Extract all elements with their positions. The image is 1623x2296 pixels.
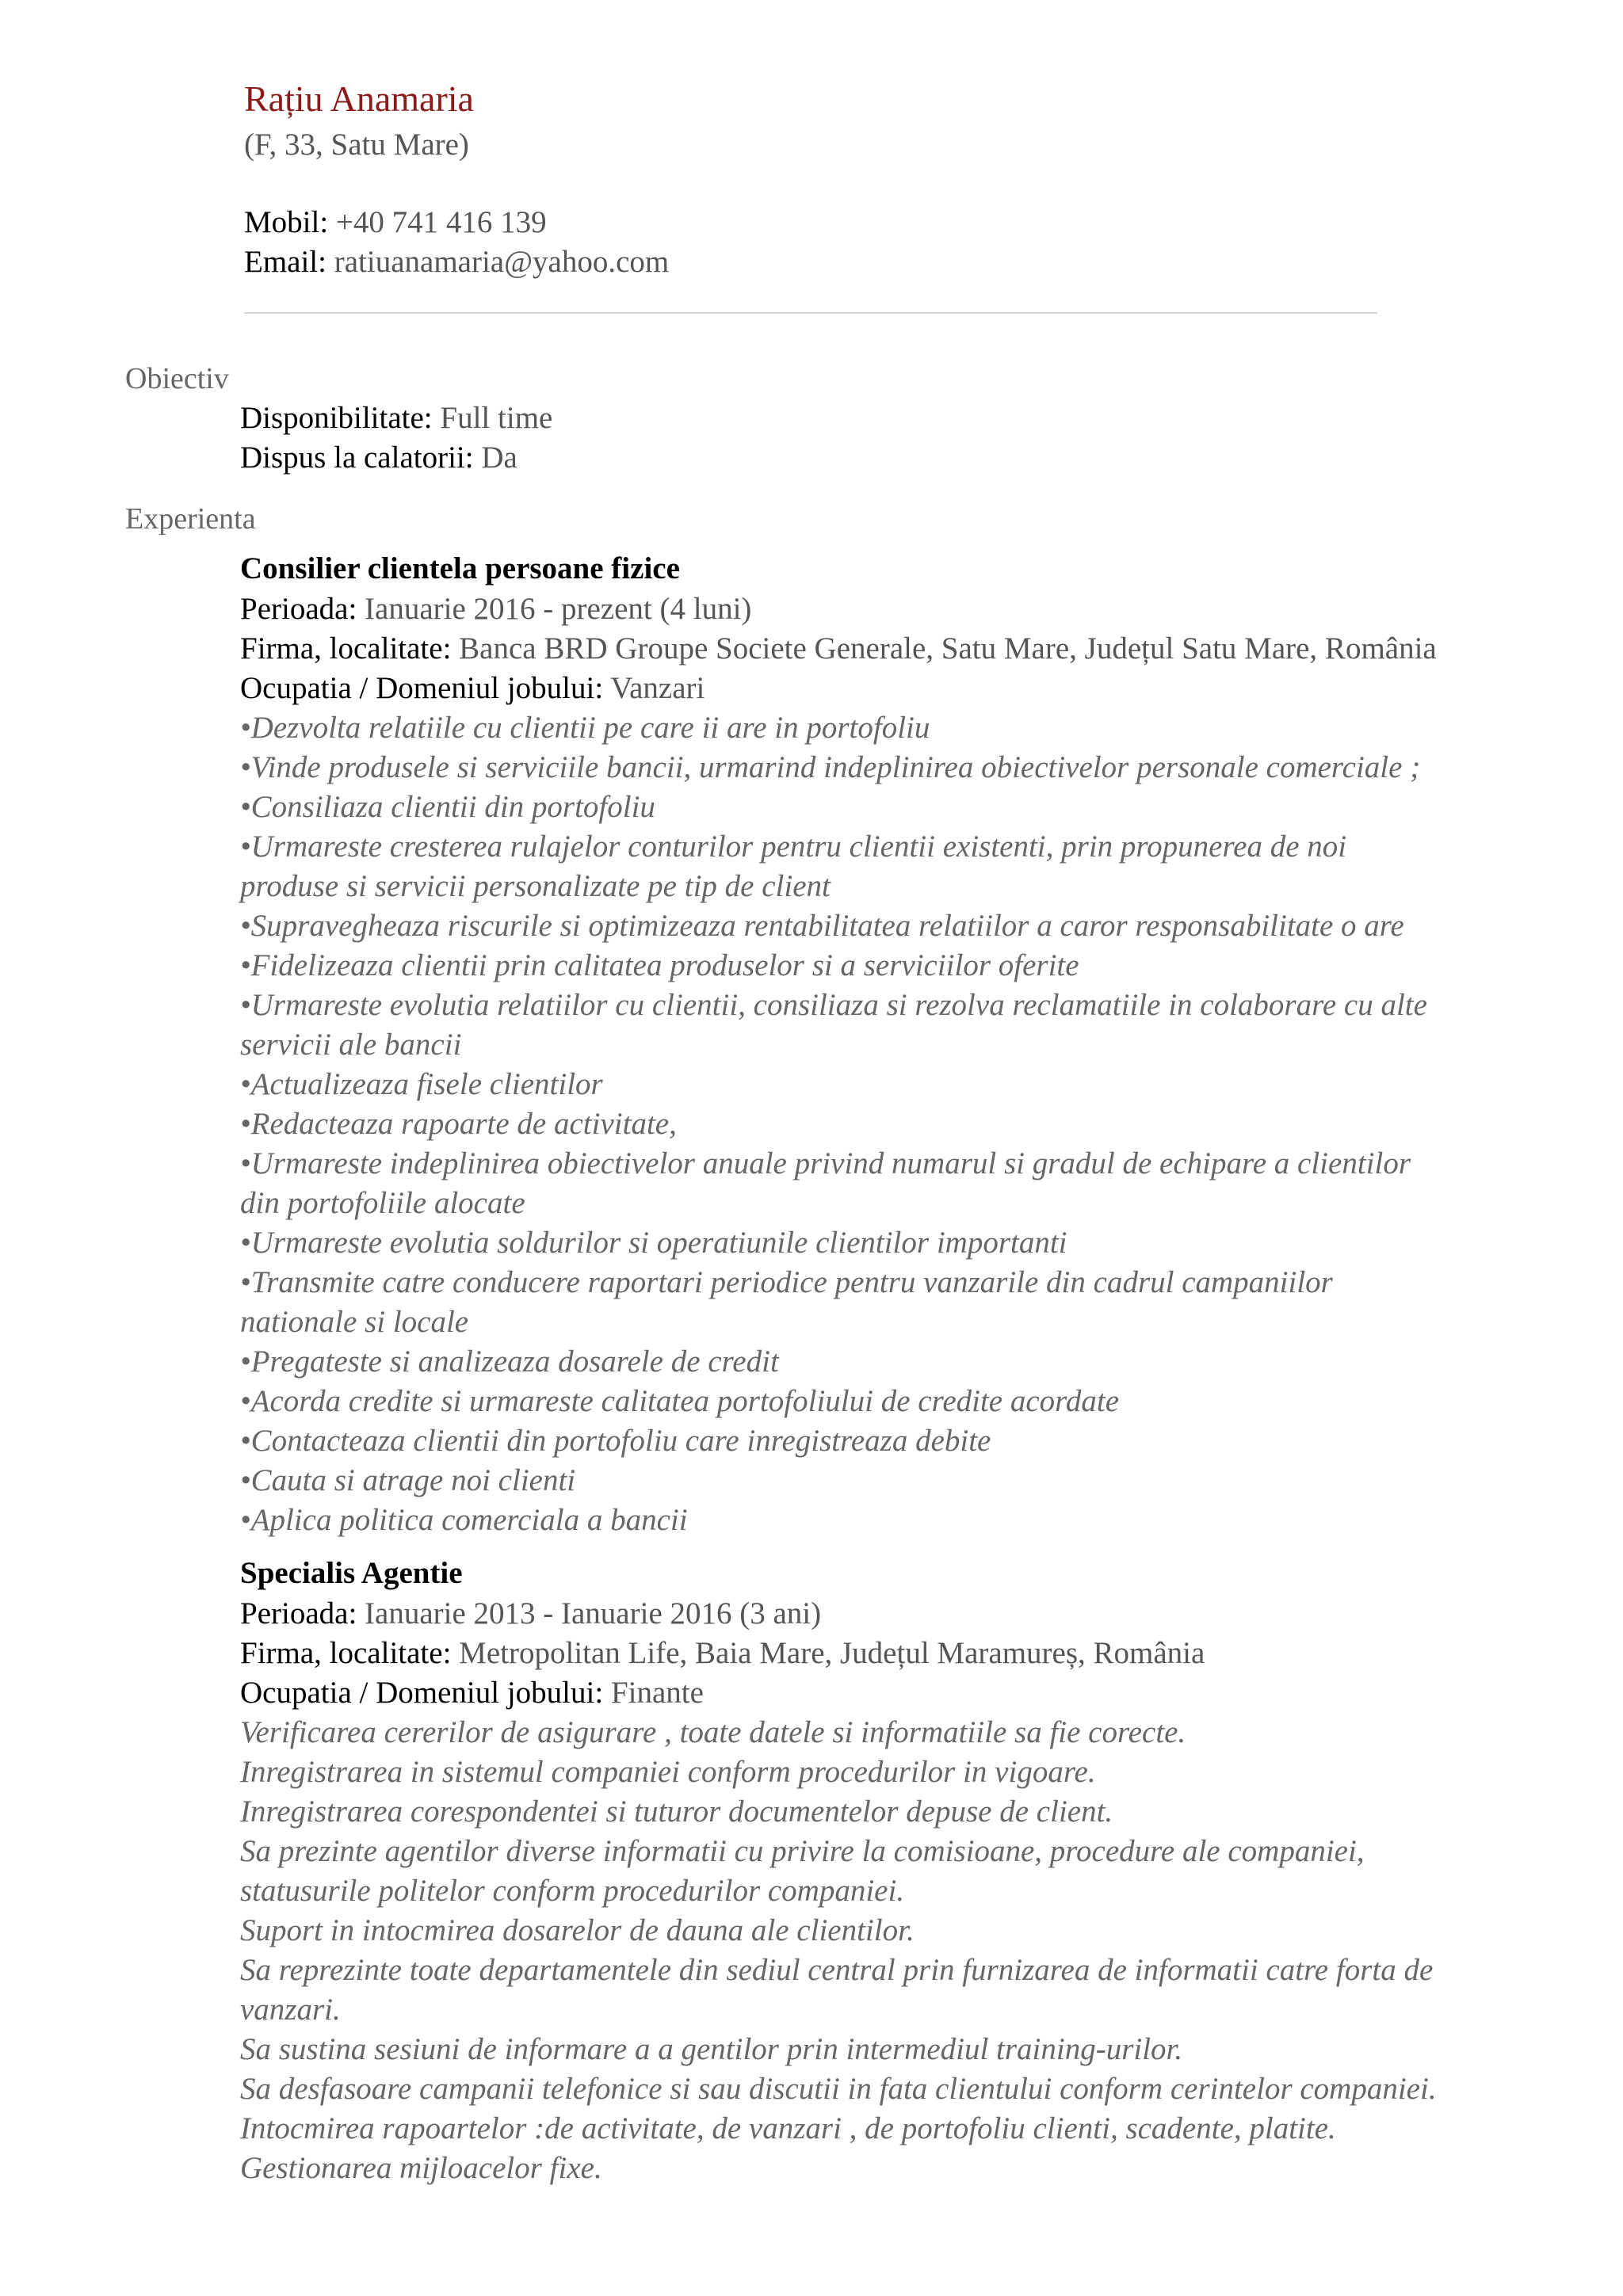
duty-line: •Urmareste cresterea rulajelor conturilor pentru clientii existenti, prin propunerea de noi [240, 830, 1347, 864]
duty-line: •Supravegheaza riscurile si optimizeaza rentabilitatea relatiilor a caror responsabilitate o are [240, 909, 1404, 943]
job-2 [240, 1553, 1524, 2188]
duty-line: •Acorda credite si urmareste calitatea portofoliului de credite acordate [240, 1384, 1120, 1418]
duty-line: Sa reprezinte toate departamentele din sediul central prin furnizarea de informatii catre forta de [240, 1953, 1434, 1987]
mobile-label: Mobil: [244, 205, 329, 239]
duty-line: •Aplica politica comerciala a bancii [240, 1503, 688, 1537]
job-company-value: Metropolitan Life, Baia Mare, Județul Maramureș, România [459, 1636, 1205, 1670]
email-value: ratiuanamaria@yahoo.com [334, 245, 670, 279]
travel-line [240, 438, 1524, 478]
duty-line: servicii ale bancii [240, 1028, 462, 1062]
duty-line: din portofoliile alocate [240, 1186, 525, 1220]
duty-line: Sa prezinte agentilor diverse informatii cu privire la comisioane, procedure ale companiei, [240, 1834, 1365, 1868]
duty-line: vanzari. [240, 1993, 341, 2027]
duty-line: •Contacteaza clientii din portofoliu care inregistreaza debite [240, 1424, 991, 1458]
duty-line: Gestionarea mijloacelor fixe. [240, 2151, 602, 2185]
objective-block [240, 399, 1524, 478]
job-duties [240, 1713, 1524, 2188]
duty-line: Inregistrarea corespondentei si tuturor documentelor depuse de client. [240, 1794, 1113, 1829]
duty-line: Inregistrarea in sistemul companiei conform procedurilor in vigoare. [240, 1755, 1096, 1789]
duty-line: •Fidelizeaza clientii prin calitatea produselor si a serviciilor oferite [240, 948, 1079, 982]
mobile-value: +40 741 416 139 [335, 205, 547, 239]
job-company-line [240, 629, 1524, 669]
job-domain-label: Ocupatia / Domeniul jobului: [240, 1676, 604, 1710]
duty-line: •Pregateste si analizeaza dosarele de credit [240, 1344, 779, 1379]
job-period-label: Perioada: [240, 592, 357, 626]
duty-line: Sa sustina sesiuni de informare a a gentilor prin intermediul training-urilor. [240, 2032, 1183, 2066]
duty-line: •Urmareste indeplinirea obiectivelor anuale privind numarul si gradul de echipare a clientilor [240, 1146, 1411, 1180]
duty-line: Verificarea cererilor de asigurare , toate datele si informatiile sa fie corecte. [240, 1715, 1186, 1749]
cv-header [244, 73, 1385, 282]
duty-line: •Dezvolta relatiile cu clientii pe care ii are in portofoliu [240, 711, 930, 745]
mobile-line [244, 203, 1385, 242]
job-company-value: Banca BRD Groupe Societe Generale, Satu Mare, Județul Satu Mare, România [459, 631, 1437, 666]
job-company-label: Firma, localitate: [240, 1636, 452, 1670]
duty-line: •Urmareste evolutia soldurilor si operatiunile clientilor importanti [240, 1226, 1067, 1260]
job-period-line [240, 589, 1524, 629]
availability-value: Full time [440, 401, 553, 435]
duty-line: nationale si locale [240, 1305, 469, 1339]
job-title: Specialis Agentie [240, 1556, 463, 1590]
duty-line: Sa desfasoare campanii telefonice si sau discutii in fata clientului conform cerintelor companiei. [240, 2072, 1437, 2106]
travel-label: Dispus la calatorii: [240, 441, 474, 475]
job-domain-line [240, 669, 1524, 708]
job-domain-value: Vanzari [610, 671, 705, 705]
section-title-experience: Experienta [125, 502, 256, 536]
availability-line [240, 399, 1524, 438]
contact-block [244, 203, 1385, 282]
job-company-label: Firma, localitate: [240, 631, 452, 666]
duty-line: Suport in intocmirea dosarelor de dauna ale clientilor. [240, 1913, 915, 1947]
job-period-line [240, 1594, 1524, 1634]
email-label: Email: [244, 245, 327, 279]
availability-label: Disponibilitate: [240, 401, 433, 435]
candidate-name: Rațiu Anamaria [244, 78, 474, 119]
job-domain-label: Ocupatia / Domeniul jobului: [240, 671, 604, 705]
job-1 [240, 548, 1524, 1540]
duty-line: statusurile politelor conform procedurilor companiei. [240, 1874, 905, 1908]
job-domain-line [240, 1673, 1524, 1713]
duty-line: •Cauta si atrage noi clienti [240, 1463, 576, 1497]
candidate-details: (F, 33, Satu Mare) [244, 128, 469, 162]
duty-line: •Actualizeaza fisele clientilor [240, 1067, 603, 1101]
job-period-label: Perioada: [240, 1596, 357, 1630]
duty-line: •Urmareste evolutia relatiilor cu clientii, consiliaza si rezolva reclamatiile in colaborare cu alte [240, 988, 1427, 1022]
duty-line: •Transmite catre conducere raportari periodice pentru vanzarile din cadrul campaniilor [240, 1265, 1333, 1299]
duty-line: •Redacteaza rapoarte de activitate, [240, 1107, 677, 1141]
duty-line: produse si servicii personalizate pe tip de client [240, 869, 831, 903]
duty-line: •Vinde produsele si serviciile bancii, urmarind indeplinirea obiectivelor personale comerciale ; [240, 750, 1421, 784]
job-duties [240, 708, 1524, 1540]
job-domain-value: Finante [610, 1676, 704, 1710]
duty-line: Intocmirea rapoartelor :de activitate, de vanzari , de portofoliu clienti, scadente, platite. [240, 2111, 1336, 2145]
travel-value: Da [481, 441, 517, 475]
duty-line: •Consiliaza clientii din portofoliu [240, 790, 655, 824]
job-period-value: Ianuarie 2016 - prezent (4 luni) [365, 592, 752, 626]
header-divider [244, 312, 1377, 314]
job-period-value: Ianuarie 2013 - Ianuarie 2016 (3 ani) [365, 1596, 822, 1630]
job-company-line [240, 1634, 1524, 1673]
email-line [244, 242, 1385, 282]
section-title-objective: Obiectiv [125, 362, 229, 395]
job-title: Consilier clientela persoane fizice [240, 551, 680, 585]
